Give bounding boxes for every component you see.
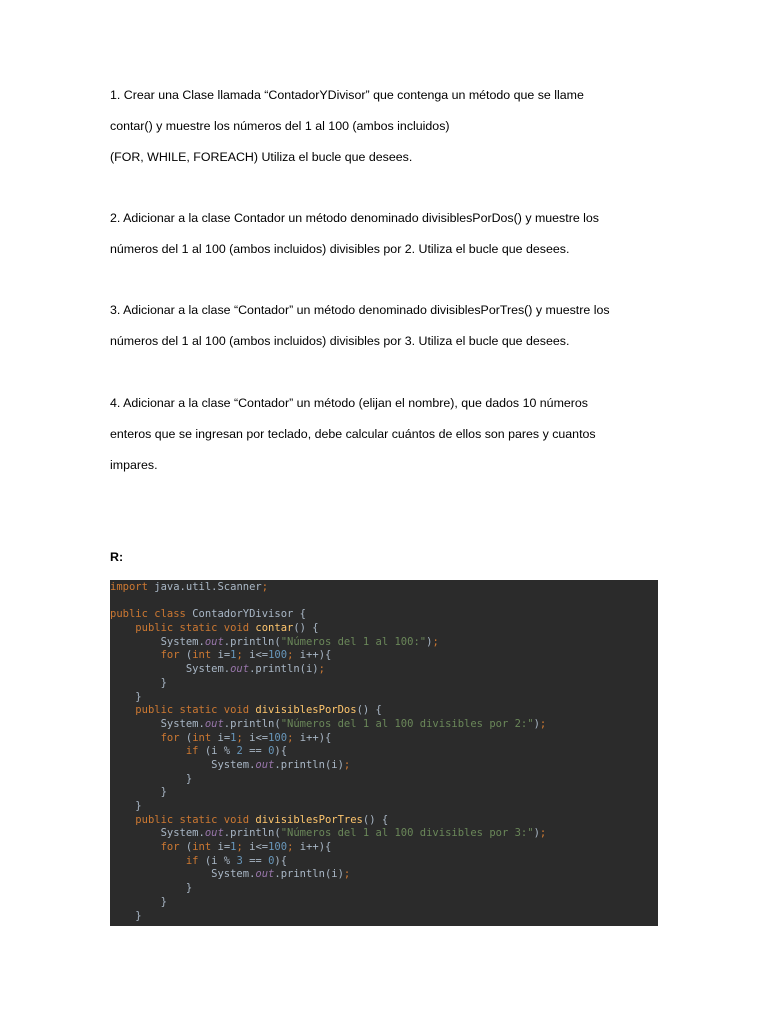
code-token: ){	[274, 745, 288, 758]
code-token: i++){	[299, 649, 332, 662]
code-token: "Números del 1 al 100 divisibles por 3:"	[280, 827, 534, 840]
code-line	[110, 841, 658, 855]
code-token: 0	[268, 854, 275, 867]
code-token: }	[110, 690, 142, 703]
exercise-3	[110, 295, 670, 357]
code-token: (i %	[204, 854, 237, 867]
code-token: (	[185, 649, 193, 662]
code-listing	[110, 580, 658, 923]
code-token: ;	[539, 827, 547, 840]
code-line	[110, 732, 658, 746]
code-token: divisiblesPorDos	[255, 704, 357, 717]
code-token: i++){	[299, 731, 332, 744]
code-token: () {	[356, 704, 382, 717]
code-token: .println(	[223, 717, 281, 730]
code-line	[110, 814, 658, 828]
code-token: i=	[217, 731, 231, 744]
code-token: int	[192, 649, 218, 662]
code-token: ;	[343, 758, 351, 771]
code-token: 3	[236, 854, 243, 867]
code-token: ContadorYDivisor {	[192, 608, 306, 621]
code-token: for	[160, 731, 186, 744]
code-token: i<=	[249, 649, 269, 662]
code-token: () {	[293, 622, 319, 635]
code-token: public static void	[135, 622, 256, 635]
code-token	[110, 732, 161, 744]
code-line	[110, 759, 658, 773]
code-token: ;	[287, 649, 300, 662]
code-token: .println(i)	[274, 758, 344, 771]
code-token: ==	[242, 745, 269, 758]
code-token: .println(i)	[249, 663, 319, 676]
code-token	[110, 745, 186, 757]
code-token: out	[204, 827, 224, 840]
code-token: System.	[110, 663, 231, 676]
code-token: i=	[217, 841, 231, 854]
exercise-1-line-1: 1. Crear una Clase llamada “ContadorYDivisor” que contenga un método que se llame	[110, 88, 584, 102]
code-token: if	[185, 854, 205, 867]
code-token: System.	[110, 827, 205, 840]
code-token: ;	[539, 717, 547, 730]
code-line	[110, 704, 658, 718]
code-token: () {	[362, 813, 389, 826]
code-line	[110, 718, 658, 732]
code-token: 100	[268, 731, 288, 744]
code-token: out	[230, 663, 250, 676]
code-token: System.	[110, 868, 256, 881]
code-token: }	[110, 909, 142, 922]
exercise-1	[110, 80, 670, 173]
code-token: }	[110, 772, 193, 785]
exercise-1-line-2: contar() y muestre los números del 1 al 100 (ambos incluidos)	[110, 119, 450, 133]
code-line	[110, 622, 658, 636]
code-token: }	[110, 676, 167, 689]
code-token: java.util.Scanner	[154, 581, 262, 593]
code-token: )	[426, 635, 433, 648]
code-line	[110, 595, 658, 609]
code-token: 1	[230, 649, 237, 662]
code-token: ;	[343, 868, 351, 881]
exercise-4-line-3: impares.	[110, 458, 158, 472]
code-token: }	[110, 895, 167, 908]
answer-label: R:	[110, 550, 124, 564]
code-token: }	[110, 786, 167, 799]
exercise-2	[110, 203, 670, 265]
code-token: System.	[110, 635, 205, 648]
code-token: .println(i)	[274, 868, 344, 881]
code-token: ;	[432, 635, 439, 648]
code-line	[110, 800, 658, 814]
code-token: contar	[255, 622, 294, 635]
code-token	[110, 855, 186, 867]
code-token: 100	[268, 649, 288, 662]
code-line	[110, 745, 658, 759]
code-token: out	[255, 868, 275, 881]
code-line	[110, 691, 658, 705]
code-token: 1	[230, 731, 237, 744]
exercise-3-line-2: números del 1 al 100 (ambos incluidos) divisibles por 3. Utiliza el bucle que desees.	[110, 334, 570, 348]
code-token: "Números del 1 al 100:"	[280, 635, 427, 648]
code-token: public static void	[135, 813, 256, 826]
code-line	[110, 677, 658, 691]
code-token	[110, 704, 135, 716]
code-token: ;	[236, 731, 250, 744]
code-token: i=	[217, 649, 231, 662]
code-token: 1	[230, 841, 237, 854]
code-token	[110, 841, 161, 853]
code-line	[110, 855, 658, 869]
code-token: out	[204, 717, 224, 730]
exercise-4	[110, 388, 670, 481]
code-line	[110, 896, 658, 910]
code-token: 2	[236, 745, 243, 758]
code-line	[110, 663, 658, 677]
code-line	[110, 581, 658, 595]
code-token: )	[533, 827, 540, 840]
exercise-1-line-3: (FOR, WHILE, FOREACH) Utiliza el bucle que desees.	[110, 150, 413, 164]
code-token: 100	[268, 841, 288, 854]
code-token: int	[192, 841, 218, 854]
exercise-4-line-2: enteros que se ingresan por teclado, debe calcular cuántos de ellos son pares y cuantos	[110, 427, 596, 441]
code-token: "Números del 1 al 100 divisibles por 2:"	[280, 717, 534, 730]
code-token: import	[110, 581, 155, 593]
code-token: 0	[268, 745, 275, 758]
code-line	[110, 773, 658, 787]
exercise-3-line-1: 3. Adicionar a la clase “Contador” un método denominado divisiblesPorTres() y muestre los	[110, 303, 610, 317]
exercise-4-line-1: 4. Adicionar a la clase “Contador” un método (elijan el nombre), que dados 10 números	[110, 396, 589, 410]
code-token: (	[185, 731, 193, 744]
code-token: System.	[110, 758, 256, 771]
code-line	[110, 882, 658, 896]
code-token: (	[185, 841, 193, 854]
code-token: (i %	[204, 745, 237, 758]
exercise-2-line-2: números del 1 al 100 (ambos incluidos) divisibles por 2. Utiliza el bucle que desees.	[110, 242, 570, 256]
code-token: for	[160, 841, 186, 854]
code-token	[110, 814, 135, 826]
code-token: ==	[242, 854, 269, 867]
code-token: ;	[261, 581, 269, 593]
code-token: )	[533, 717, 540, 730]
code-token: ;	[287, 731, 300, 744]
code-token: }	[110, 800, 142, 812]
code-token: ){	[274, 854, 288, 867]
code-token: System.	[110, 717, 205, 730]
code-token: public class	[110, 608, 193, 621]
code-token: int	[192, 731, 218, 744]
code-line	[110, 649, 658, 663]
code-line	[110, 910, 658, 924]
code-token: ;	[318, 663, 325, 676]
code-token: i<=	[249, 841, 269, 854]
code-token: for	[160, 649, 186, 662]
code-token: .println(	[223, 827, 281, 840]
code-token	[110, 622, 135, 634]
code-token: .println(	[223, 635, 281, 648]
code-line	[110, 827, 658, 841]
code-token: if	[185, 745, 205, 758]
code-token: }	[110, 882, 193, 895]
code-token: i<=	[249, 731, 269, 744]
code-token: out	[255, 758, 275, 771]
exercise-2-line-1: 2. Adicionar a la clase Contador un método denominado divisiblesPorDos() y muestre los	[110, 211, 599, 225]
code-line	[110, 608, 658, 622]
code-line	[110, 786, 658, 800]
code-token	[110, 649, 161, 661]
code-token: ;	[287, 841, 300, 854]
code-token: public static void	[135, 704, 256, 717]
code-token: ;	[236, 649, 250, 662]
code-token: divisiblesPorTres	[255, 813, 363, 826]
code-token: out	[204, 635, 224, 648]
code-screenshot	[110, 580, 658, 926]
code-token: i++){	[299, 841, 332, 854]
code-line	[110, 868, 658, 882]
code-token: ;	[236, 841, 250, 854]
code-line	[110, 636, 658, 650]
